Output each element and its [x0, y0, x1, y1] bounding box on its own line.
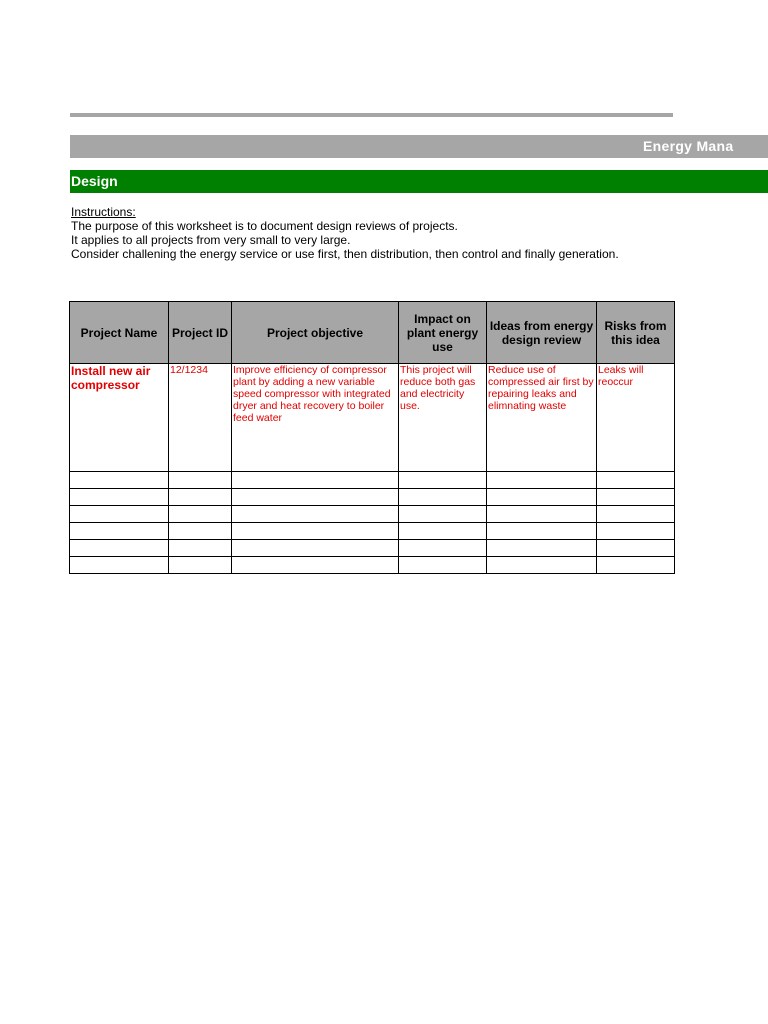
- empty-cell[interactable]: [70, 557, 169, 574]
- table-row-empty: [70, 489, 675, 506]
- empty-cell[interactable]: [399, 472, 487, 489]
- empty-cell[interactable]: [399, 523, 487, 540]
- empty-cell[interactable]: [70, 523, 169, 540]
- table-row-empty: [70, 540, 675, 557]
- empty-cell[interactable]: [169, 540, 232, 557]
- top-rule: [70, 113, 673, 117]
- cell-impact[interactable]: This project will reduce both gas and electricity use.: [399, 364, 487, 472]
- header-project-id: Project ID: [169, 302, 232, 364]
- empty-cell[interactable]: [232, 506, 399, 523]
- cell-risks[interactable]: Leaks will reoccur: [597, 364, 675, 472]
- blank-rows: [70, 472, 675, 574]
- table-row-empty: [70, 557, 675, 574]
- empty-cell[interactable]: [399, 557, 487, 574]
- cell-project-name[interactable]: Install new air compressor: [70, 364, 169, 472]
- empty-cell[interactable]: [487, 489, 597, 506]
- empty-cell[interactable]: [487, 523, 597, 540]
- table-row-empty: [70, 472, 675, 489]
- instructions-line: Consider challening the energy service or use first, then distribution, then control and finally generation.: [71, 247, 619, 261]
- empty-cell[interactable]: [70, 540, 169, 557]
- empty-cell[interactable]: [70, 489, 169, 506]
- design-review-table: [69, 301, 675, 574]
- section-title: Design: [71, 173, 118, 189]
- empty-cell[interactable]: [399, 540, 487, 557]
- empty-cell[interactable]: [399, 506, 487, 523]
- empty-cell[interactable]: [169, 523, 232, 540]
- instructions-line: The purpose of this worksheet is to document design reviews of projects.: [71, 219, 458, 233]
- header-ideas: Ideas from energy design review: [487, 302, 597, 364]
- empty-cell[interactable]: [232, 540, 399, 557]
- instructions-block: [71, 205, 731, 261]
- empty-cell[interactable]: [399, 489, 487, 506]
- empty-cell[interactable]: [597, 523, 675, 540]
- title-text: Energy Mana: [643, 138, 734, 154]
- empty-cell[interactable]: [597, 557, 675, 574]
- header-project-name: Project Name: [70, 302, 169, 364]
- table-row-empty: [70, 506, 675, 523]
- empty-cell[interactable]: [70, 506, 169, 523]
- table-row: [70, 364, 675, 472]
- empty-cell[interactable]: [597, 489, 675, 506]
- empty-cell[interactable]: [597, 540, 675, 557]
- empty-cell[interactable]: [169, 506, 232, 523]
- empty-cell[interactable]: [487, 540, 597, 557]
- empty-cell[interactable]: [70, 472, 169, 489]
- table-header-row: [70, 302, 675, 364]
- empty-cell[interactable]: [232, 489, 399, 506]
- cell-ideas[interactable]: Reduce use of compressed air first by repairing leaks and elimnating waste: [487, 364, 597, 472]
- section-band: [70, 170, 768, 193]
- cell-project-objective[interactable]: Improve efficiency of compressor plant by adding a new variable speed compressor with integrated dryer and heat recovery to boiler feed water: [232, 364, 399, 472]
- empty-cell[interactable]: [597, 472, 675, 489]
- empty-cell[interactable]: [169, 489, 232, 506]
- empty-cell[interactable]: [597, 506, 675, 523]
- empty-cell[interactable]: [487, 506, 597, 523]
- empty-cell[interactable]: [487, 557, 597, 574]
- instructions-heading: Instructions:: [71, 205, 136, 219]
- header-impact: Impact on plant energy use: [399, 302, 487, 364]
- empty-cell[interactable]: [169, 557, 232, 574]
- header-risks: Risks from this idea: [597, 302, 675, 364]
- title-band: [70, 135, 768, 158]
- header-project-objective: Project objective: [232, 302, 399, 364]
- instructions-line: It applies to all projects from very small to very large.: [71, 233, 351, 247]
- empty-cell[interactable]: [487, 472, 597, 489]
- empty-cell[interactable]: [232, 523, 399, 540]
- empty-cell[interactable]: [232, 472, 399, 489]
- cell-project-id[interactable]: 12/1234: [169, 364, 232, 472]
- table-row-empty: [70, 523, 675, 540]
- empty-cell[interactable]: [169, 472, 232, 489]
- empty-cell[interactable]: [232, 557, 399, 574]
